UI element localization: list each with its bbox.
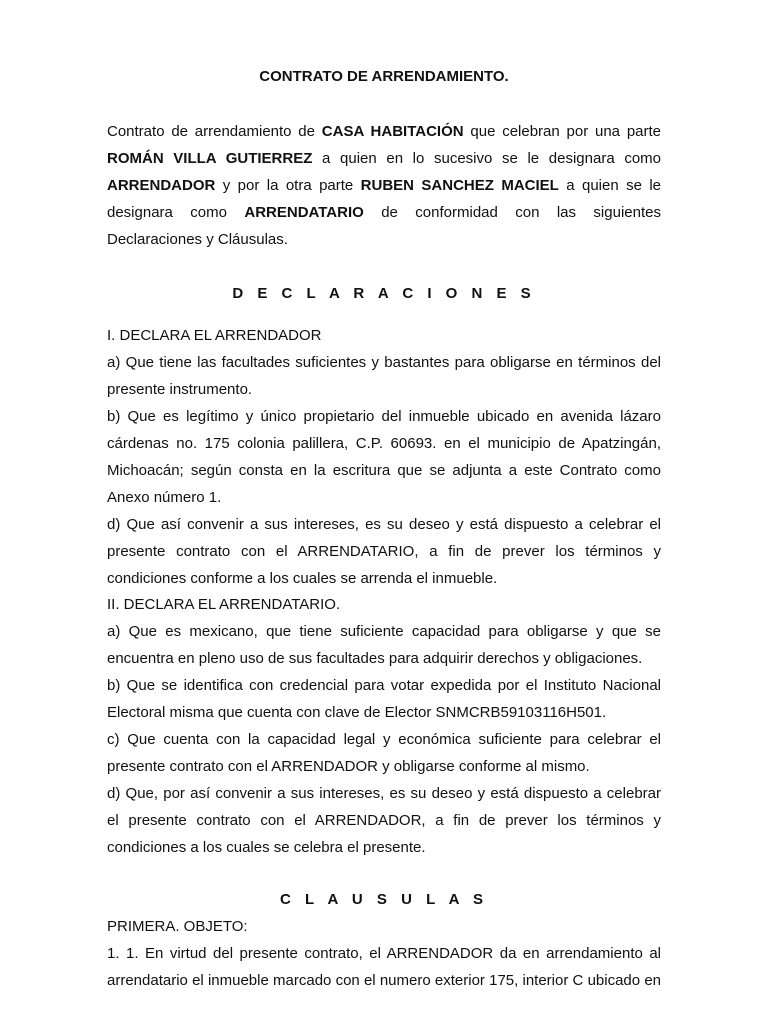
- intro-bold-property: CASA HABITACIÓN: [321, 123, 464, 140]
- intro-text-2: que celebran por una parte: [463, 123, 662, 140]
- primera-clause-heading: PRIMERA. OBJETO:: [107, 918, 248, 935]
- arrendador-clause-a: a) Que tiene las facultades suficientes y bastantes para obligarse en términos del presente instrumento.: [107, 354, 661, 398]
- intro-text-4: y por la otra parte: [215, 177, 361, 194]
- arrendatario-clause-a: a) Que es mexicano, que tiene suficiente capacidad para obligarse y que se encuentra en pleno uso de sus facultades para adquirir derechos y obligaciones.: [107, 623, 661, 667]
- intro-paragraph: [107, 118, 661, 253]
- arrendatario-clause-c: c) Que cuenta con la capacidad legal y económica suficiente para celebrar el presente contrato con el ARRENDADOR y obligarse conforme al mismo.: [107, 731, 661, 775]
- intro-text-3: a quien en lo sucesivo se le designara como: [312, 150, 661, 167]
- intro-bold-landlord-name: ROMÁN VILLA GUTIERREZ: [107, 150, 313, 167]
- clausula-1-line-2: arrendatario el inmueble marcado con el numero exterior 175, interior C ubicado en: [107, 972, 661, 989]
- arrendatario-clause-d: d) Que, por así convenir a sus intereses, es su deseo y está dispuesto a celebrar el presente contrato con el ARRENDADOR, a fin de prever los términos y condiciones a los cuales se celebra el presente.: [107, 785, 661, 856]
- clausulas-heading: C L A U S U L A S: [279, 891, 489, 908]
- arrendador-clause-b: b) Que es legítimo y único propietario del inmueble ubicado en avenida lázaro cárdenas no. 175 colonia palillera, C.P. 60693. en el municipio de Apatzingán, Michoacán; según consta en la escritura que se adjunta a este Contrato como Anexo número 1.: [107, 408, 661, 506]
- intro-bold-arrendatario: ARRENDATARIO: [244, 204, 364, 221]
- intro-bold-tenant-name: RUBEN SANCHEZ MACIEL: [360, 177, 559, 194]
- intro-text-6: de conformidad con las siguientes Declaraciones y Cláusulas.: [107, 204, 661, 248]
- intro-text-1: Contrato de arrendamiento de: [107, 123, 322, 140]
- arrendador-clause-d: d) Que así convenir a sus intereses, es su deseo y está dispuesto a celebrar el presente contrato con el ARRENDATARIO, a fin de prever los términos y condiciones conforme a los cuales se arrenda el inmueble.: [107, 516, 661, 587]
- intro-bold-arrendador: ARRENDADOR: [107, 177, 216, 194]
- clausula-1-line-1: 1. 1. En virtud del presente contrato, el ARRENDADOR da en arrendamiento al: [107, 945, 661, 962]
- declaraciones-heading: D E C L A R A C I O N E S: [232, 285, 536, 302]
- intro-text-5: a quien se le designara como: [107, 177, 662, 221]
- declara-arrendatario-heading: II. DECLARA EL ARRENDATARIO.: [107, 596, 341, 613]
- declara-arrendador-heading: I. DECLARA EL ARRENDADOR: [107, 327, 322, 344]
- arrendatario-clause-b: b) Que se identifica con credencial para votar expedida por el Instituto Nacional Electoral misma que cuenta con clave de Elector SNMCRB59103116H501.: [107, 677, 661, 721]
- document-title: CONTRATO DE ARRENDAMIENTO.: [259, 68, 509, 85]
